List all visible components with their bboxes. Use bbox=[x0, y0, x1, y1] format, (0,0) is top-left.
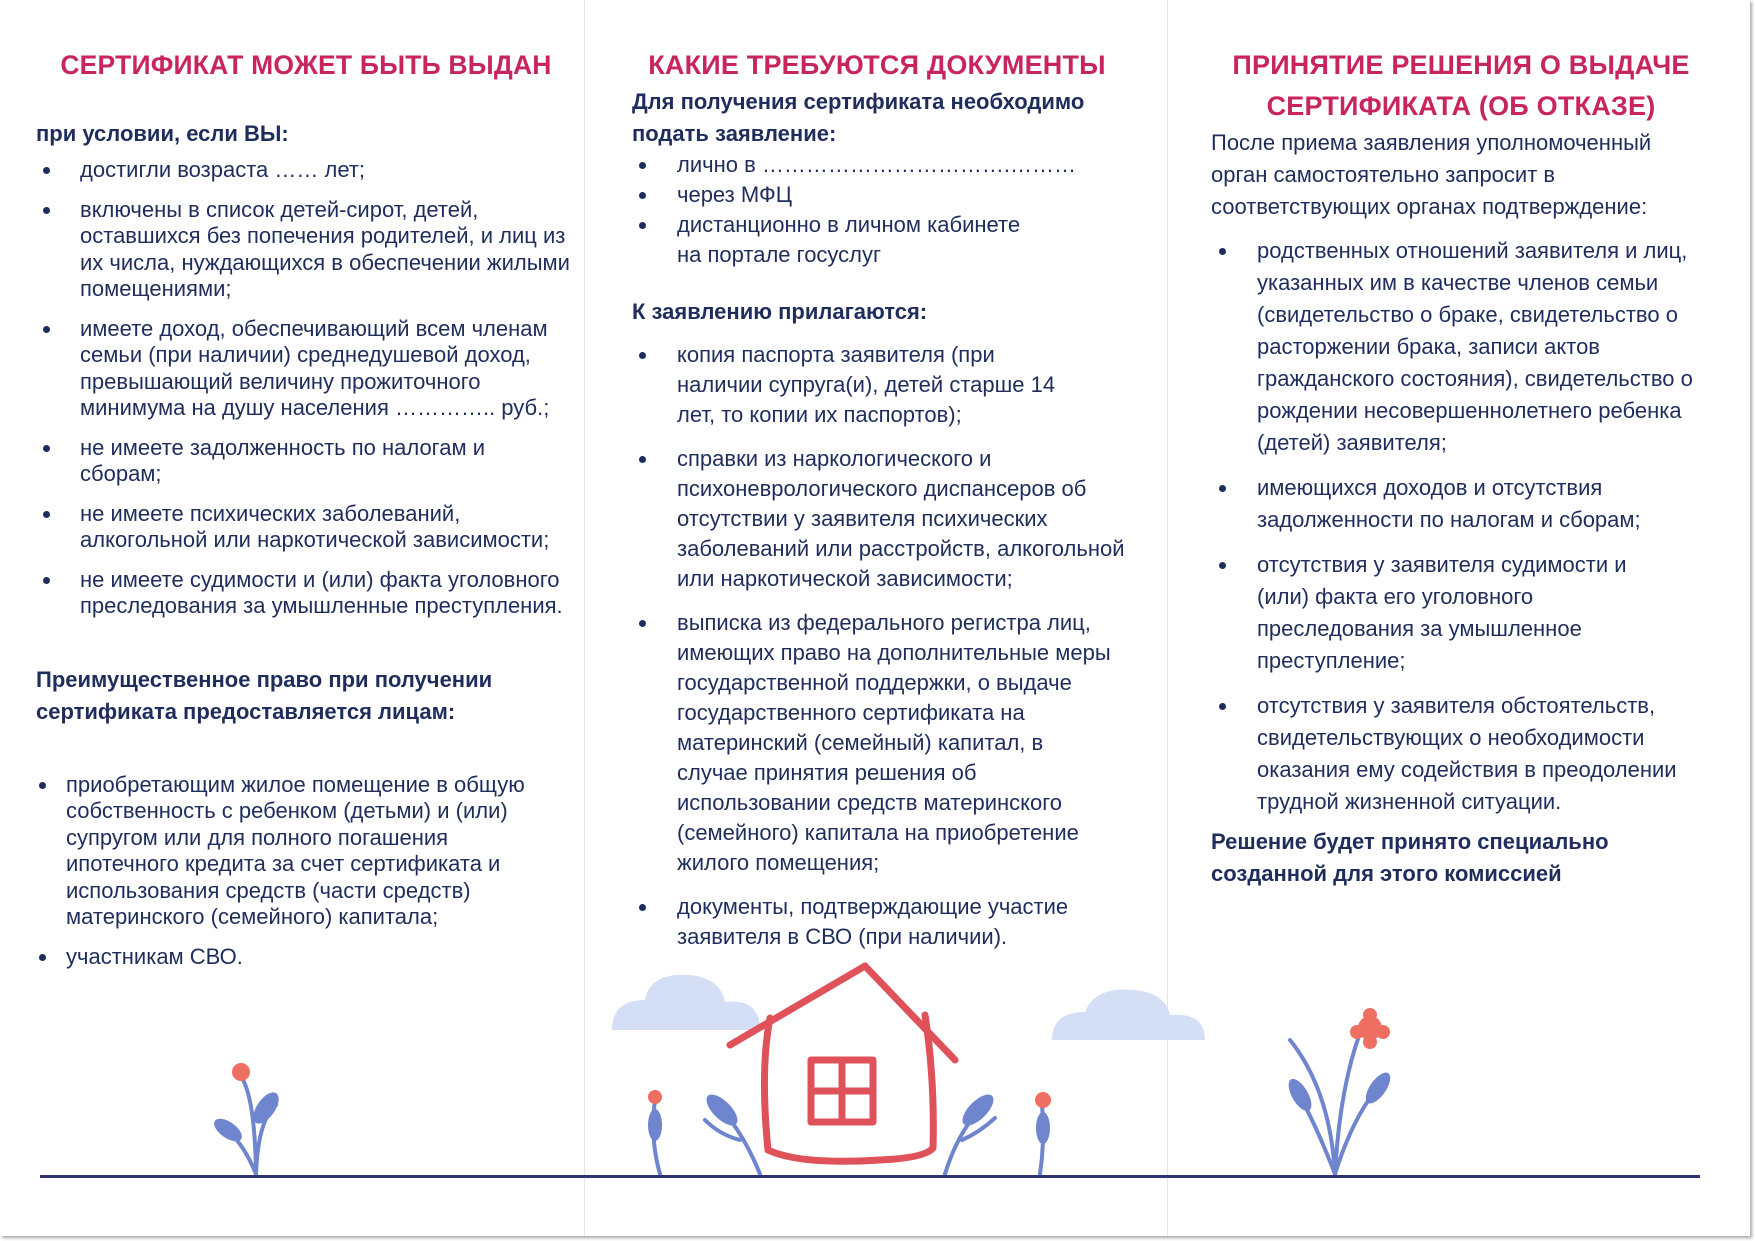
eligibility-heading: СЕРТИФИКАТ МОЖЕТ БЫТЬ ВЫДАН bbox=[60, 50, 552, 80]
application-methods-list bbox=[632, 150, 1092, 270]
list-item: документы, подтверждающие участие заявителя в СВО (при наличии). bbox=[632, 892, 1132, 952]
list-item: включены в список детей-сирот, детей, оставшихся без попечения родителей, и лиц из их числа, нуждающихся в обеспечении жилыми помещениями; bbox=[36, 197, 571, 303]
list-item: через МФЦ bbox=[632, 180, 1092, 210]
decision-heading bbox=[1211, 45, 1711, 127]
list-item: имеющихся доходов и отсутствия задолженности по налогам и сборам; bbox=[1211, 472, 1701, 536]
documents-intro: Для получения сертификата необходимо подать заявление: bbox=[632, 89, 1085, 146]
list-item: не имеете задолженность по налогам и сборам; bbox=[36, 435, 571, 488]
decision-note: Решение будет принято специально созданной для этого комиссией bbox=[1211, 829, 1609, 886]
priority-label: Преимущественное право при получении сертификата предоставляется лицам: bbox=[36, 666, 493, 724]
list-item: имеете доход, обеспечивающий всем членам семьи (при наличии) среднедушевой доход, превышающий величину прожиточного минимума на душу населения ………….. руб.; bbox=[36, 316, 571, 422]
list-item: копия паспорта заявителя (при наличии супруга(и), детей старше 14 лет, то копии их паспортов); bbox=[632, 340, 1077, 430]
list-item: выписка из федерального регистра лиц, имеющих право на дополнительные меры государственной поддержки, о выдаче государственного сертификата на материнский (семейный) капитал, в случае принятия решения об использовании средств материнского (семейного) капитала на приобретение жилого помещения; bbox=[632, 608, 1117, 878]
list-item: отсутствия у заявителя обстоятельств, свидетельствующих о необходимости оказания ему содействия в преодолении трудной жизненной ситуации. bbox=[1211, 690, 1701, 818]
column-eligibility bbox=[36, 0, 576, 983]
list-item: отсутствия у заявителя судимости и (или) факта его уголовного преследования за умышленное преступление; bbox=[1211, 549, 1677, 677]
list-item: справки из наркологического и психоневрологического диспансеров об отсутствии у заявителя психических заболеваний или расстройств, алкогольной или наркотической зависимости; bbox=[632, 444, 1132, 594]
list-item: родственных отношений заявителя и лиц, указанных им в качестве членов семьи (свидетельство о браке, свидетельство о расторжении брака, записи актов гражданского состояния), свидетельство о рождении несовершеннолетнего ребенка (детей) заявителя; bbox=[1211, 235, 1701, 459]
decision-intro: После приема заявления уполномоченный орган самостоятельно запросит в соответствующих органах подтверждение: bbox=[1211, 130, 1652, 219]
column-documents bbox=[632, 0, 1132, 952]
list-item: лично в …………………………….……… bbox=[632, 150, 1092, 180]
verification-list bbox=[1211, 235, 1701, 818]
list-item: участникам СВО. bbox=[36, 944, 556, 971]
list-item: достигли возраста …… лет; bbox=[36, 157, 571, 184]
list-item: приобретающим жилое помещение в общую собственность с ребенком (детьми) и (или) супругом или для полного погашения ипотечного кредита за счет сертификата и использования средств (части средств) материнского (семейного) капитала; bbox=[36, 772, 556, 931]
list-item: не имеете судимости и (или) факта уголовного преследования за умышленные преступления. bbox=[36, 567, 571, 620]
cloud-left-icon bbox=[612, 975, 760, 1030]
attachments-label: К заявлению прилагаются: bbox=[632, 299, 928, 324]
cloud-right-icon bbox=[1052, 989, 1205, 1040]
decision-heading-line2: СЕРТИФИКАТА (ОБ ОТКАЗЕ) bbox=[1266, 91, 1656, 121]
house-illustration bbox=[0, 960, 1750, 1190]
documents-heading: КАКИЕ ТРЕБУЮТСЯ ДОКУМЕНТЫ bbox=[648, 50, 1106, 80]
list-item: не имеете психических заболеваний, алкогольной или наркотической зависимости; bbox=[36, 501, 571, 554]
attachments-list bbox=[632, 340, 1132, 952]
decision-heading-line1: ПРИНЯТИЕ РЕШЕНИЯ О ВЫДАЧЕ bbox=[1232, 50, 1690, 80]
column-decision bbox=[1211, 0, 1711, 890]
plant-icon bbox=[218, 1020, 1385, 1174]
house-icon bbox=[730, 966, 955, 1161]
conditions-list bbox=[36, 157, 571, 620]
leaf-icon bbox=[210, 1069, 1395, 1146]
ground-line bbox=[40, 1175, 1700, 1178]
priority-list bbox=[36, 772, 556, 971]
list-item: дистанционно в личном кабинете на портале госуслуг bbox=[632, 210, 1037, 270]
condition-label: при условии, если ВЫ: bbox=[36, 121, 289, 146]
